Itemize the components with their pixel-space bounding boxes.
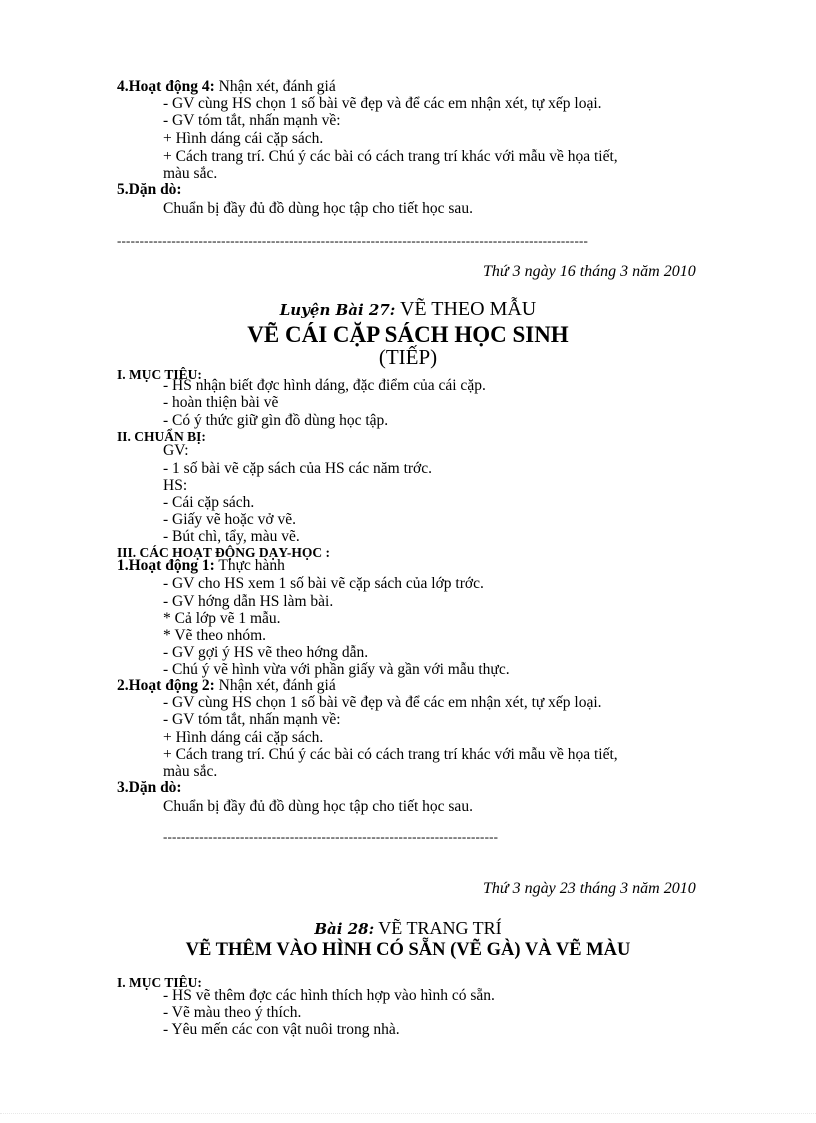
activity2-line: - GV tóm tắt, nhấn mạnh về: [163, 711, 341, 728]
lesson27-subject-line [0, 298, 816, 321]
lesson28-prefix: Bài 28: [314, 920, 375, 938]
lesson28-subject: VẼ TRANG TRÍ [374, 918, 502, 938]
student-item: - Cái cặp sách. [163, 494, 255, 511]
activity2-heading [117, 677, 336, 694]
student-label: HS: [163, 477, 188, 494]
activity2-title: Nhận xét, đánh giá [214, 677, 336, 694]
homework-label: 3.Dặn dò: [117, 779, 182, 796]
separator-line: -------------------------------------------------------------------------- [163, 830, 499, 844]
activity1-line: - Chú ý vẽ hình vừa với phần giấy và gần với mẫu thực. [163, 661, 510, 678]
activity1-title: Thực hành [214, 557, 285, 574]
lesson28-date: Thứ 3 ngày 23 tháng 3 năm 2010 [483, 880, 696, 897]
objective-item: - HS vẽ thêm đợc các hình thích hợp vào hình có sẵn. [163, 987, 495, 1004]
student-item: - Giấy vẽ hoặc vở vẽ. [163, 511, 297, 528]
activity4-line: + Hình dáng cái cặp sách. [163, 130, 324, 147]
lesson27-date: Thứ 3 ngày 16 tháng 3 năm 2010 [483, 263, 696, 280]
activities-heading: III. CÁC HOẠT ĐỘNG DẠY-HỌC : [117, 545, 331, 560]
activity1-label: 1.Hoạt động 1: [117, 557, 215, 574]
homework-text: Chuẩn bị đầy đủ đồ dùng học tập cho tiết học sau. [163, 200, 473, 217]
activity4-line: - GV cùng HS chọn 1 số bài vẽ đẹp và để các em nhận xét, tự xếp loại. [163, 95, 602, 112]
activity1-line: * Vẽ theo nhóm. [163, 627, 267, 644]
homework-label: 5.Dặn dò: [117, 181, 182, 198]
activity4-label: 4.Hoạt động 4: [117, 78, 215, 95]
objectives-heading: I. MỤC TIÊU: [117, 975, 202, 990]
objectives-heading: I. MỤC TIÊU: [117, 367, 202, 382]
activity2-line: + Hình dáng cái cặp sách. [163, 729, 324, 746]
activity1-line: * Cả lớp vẽ 1 mẫu. [163, 610, 281, 627]
page-bottom-border [0, 1113, 816, 1114]
activity4-line: màu sắc. [163, 165, 218, 182]
teacher-label: GV: [163, 442, 189, 459]
activity2-label: 2.Hoạt động 2: [117, 677, 215, 694]
student-item: - Bút chì, tẩy, màu vẽ. [163, 528, 300, 545]
activity4-line: + Cách trang trí. Chú ý các bài có cách trang trí khác với mẫu về họa tiết, [163, 148, 618, 165]
objective-item: - Có ý thức giữ gìn đồ dùng học tập. [163, 412, 389, 429]
teacher-item: - 1 số bài vẽ cặp sách của HS các năm trớc. [163, 460, 433, 477]
objective-item: - Yêu mến các con vật nuôi trong nhà. [163, 1021, 400, 1038]
activity1-heading [117, 557, 285, 574]
activity1-line: - GV gợi ý HS vẽ theo hớng dẫn. [163, 644, 369, 661]
lesson28-subject-line [0, 918, 816, 939]
activity4-heading [117, 78, 336, 95]
lesson27-subtitle: (TIẾP) [378, 345, 438, 369]
lesson27-prefix: Luyện Bài 27: [279, 301, 396, 319]
objective-item: - HS nhận biết đợc hình dáng, đặc điểm của cái cặp. [163, 377, 486, 394]
objective-item: - Vẽ màu theo ý thích. [163, 1004, 302, 1021]
activity1-line: - GV cho HS xem 1 số bài vẽ cặp sách của lớp trớc. [163, 575, 484, 592]
objective-item: - hoàn thiện bài vẽ [163, 394, 279, 411]
lesson27-title: VẼ CÁI CẶP SÁCH HỌC SINH [247, 322, 569, 347]
activity2-line: - GV cùng HS chọn 1 số bài vẽ đẹp và để các em nhận xét, tự xếp loại. [163, 694, 602, 711]
separator-line: -------------------------------------------------------------------------------------------------------- [117, 234, 589, 248]
lesson28-title: VẼ THÊM VÀO HÌNH CÓ SẴN (VẼ GÀ) VÀ VẼ MÀU [185, 940, 631, 960]
activity4-line: - GV tóm tắt, nhấn mạnh về: [163, 112, 341, 129]
activity4-title: Nhận xét, đánh giá [214, 78, 336, 95]
activity1-line: - GV hớng dẫn HS làm bài. [163, 593, 334, 610]
activity2-line: màu sắc. [163, 763, 218, 780]
preparation-heading: II. CHUẨN BỊ: [117, 429, 206, 444]
activity2-line: + Cách trang trí. Chú ý các bài có cách trang trí khác với mẫu về họa tiết, [163, 746, 618, 763]
lesson27-subject: VẼ THEO MẪU [395, 298, 537, 320]
homework-text: Chuẩn bị đầy đủ đồ dùng học tập cho tiết học sau. [163, 798, 473, 815]
